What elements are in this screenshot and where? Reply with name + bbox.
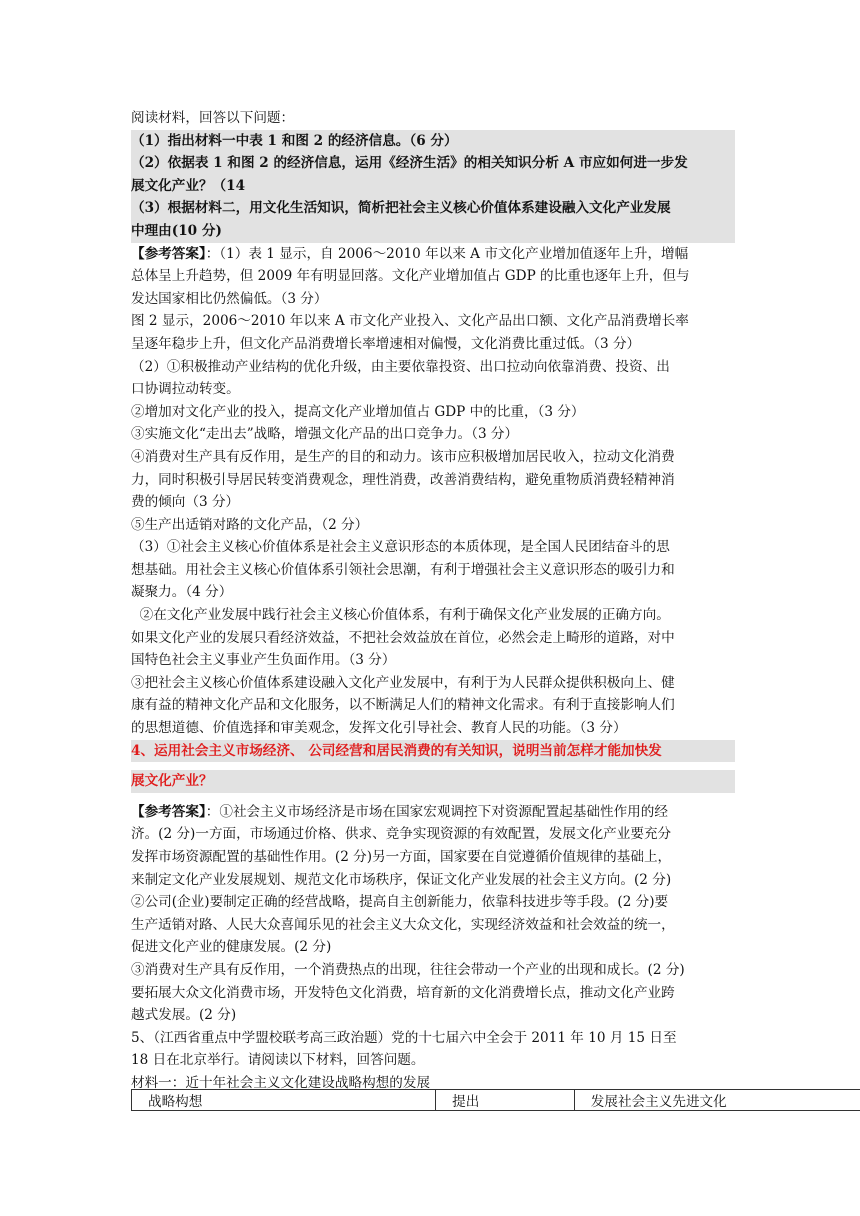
answer-1: 【参考答案】：（1）表 1 显示，自 2006～2010 年以来 A 市文化产业增加值逐年上升，增幅 总体呈上升趋势，但 2009 年有明显回落。文化产业增加值占 GDP 的比重也逐年上升，但与 发达国家相比仍然偏低。（3 分） 图 2 显示，2006～2010 年以来 A 市文化产业投入、文化产品出口额、文化产品消费增长率 呈逐年稳步上升，但文化产品消费增长率增速相对偏慢，文化消费比重过低。（3 分） （2）①积极推动产业结构的优化升级，由主要依靠投资、出口拉动向依靠消费、投资、出 口协调拉动转变。 ②增加对文化产业的投入，提高文化产业增加值占 GDP 中的比重，（3 分） ③实施文化“走出去”战略，增强文化产品的出口竞争力。（3 分） ④消费对生产具有反作用，是生产的目的和动力。该市应积极增加居民收入，拉动文化消费 力，同时积极引导居民转变消费观念，理性消费，改善消费结构，避免重物质消费轻精神消 费的倾向（3 分） ⑤生产出适销对路的文化产品，（2 分） （3）①社会主义核心价值体系是社会主义意识形态的本质体现，是全国人民团结奋斗的思 想基础。用社会主义核心价值体系引领社会思潮，有利于增强社会主义意识形态的吸引力和 凝聚力。（4 分） ②在文化产业发展中践行社会主义核心价值体系，有利于确保文化产业发展的正确方向。 如果文化产业的发展只看经济效益，不把社会效益放在首位，必然会走上畸形的道路，对中 国特色社会主义事业产生负面作用。（3 分） ③把社会主义核心价值体系建设融入文化产业发展中，有利于为人民群众提供积极向上、健 康有益的精神文化产品和文化服务，以不断满足人们的精神文化需求。有利于直接影响人们 的思想道德、价值选择和审美观念，发挥文化引导社会、教育人民的功能。（3 分） [131,245,690,737]
table-header-cell: 发展社会主义先进文化 [574,1090,860,1111]
question-2: （2）依据表 1 和图 2 的经济信息，运用《经济生活》的相关知识分析 A 市应如何进一步发 展文化产业？（14 [131,152,735,197]
intro-text: 阅读材料，回答以下问题： [131,110,295,126]
question-1: （1）指出材料一中表 1 和图 2 的经济信息。（6 分） [131,130,735,153]
question-3: （3）根据材料二，用文化生活知识，简析把社会主义核心价值体系建设融入文化产业发展 中理由(10 分) [131,197,735,242]
table-row [132,1090,860,1111]
answer-4: 【参考答案】：①社会主义市场经济是市场在国家宏观调控下对资源配置起基础性作用的经 济。(2 分)一方面，市场通过价格、供求、竞争实现资源的有效配置，发展文化产业要充分 发挥市场资源配置的基础性作用。(2 分)另一方面，国家要在自觉遵循价值规律的基础上， 来制定文化产业发展规划、规范文化市场秩序，保证文化产业发展的社会主义方向。(2 分) ②公司(企业)要制定正确的经营战略，提高自主创新能力，依靠科技进步等手段。(2 分)要 生产适销对路、人民大众喜闻乐见的社会主义大众文化，实现经济效益和社会效益的统一， 促进文化产业的健康发展。(2 分) ③消费对生产具有反作用，一个消费热点的出现，往往会带动一个产业的出现和成长。(2 分) 要拓展大众文化消费市场，开发特色文化消费，培育新的文化消费增长点，推动文化产业跨 越式发展。(2 分) [131,803,685,1024]
question-5: 5、（江西省重点中学盟校联考高三政治题）党的十七届六中全会于 2011 年 10 月 15 日至 18 日在北京举行。请阅读以下材料，回答问题。 材料一：近十年社会主义文化建设战略构想的发展 [131,1029,677,1091]
strategy-table [131,1089,860,1111]
document-body [131,107,735,1095]
table-header-cell: 战略构想 [132,1090,436,1111]
question-4-cont: 展文化产业？ [131,770,735,793]
answer-label: 【参考答案】 [131,245,206,262]
answer-label: 【参考答案】 [131,803,206,820]
question-4: 4、运用社会主义市场经济、 公司经营和居民消费的有关知识，说明当前怎样才能加快发 [131,740,735,763]
table-header-cell: 提出 [436,1090,575,1111]
